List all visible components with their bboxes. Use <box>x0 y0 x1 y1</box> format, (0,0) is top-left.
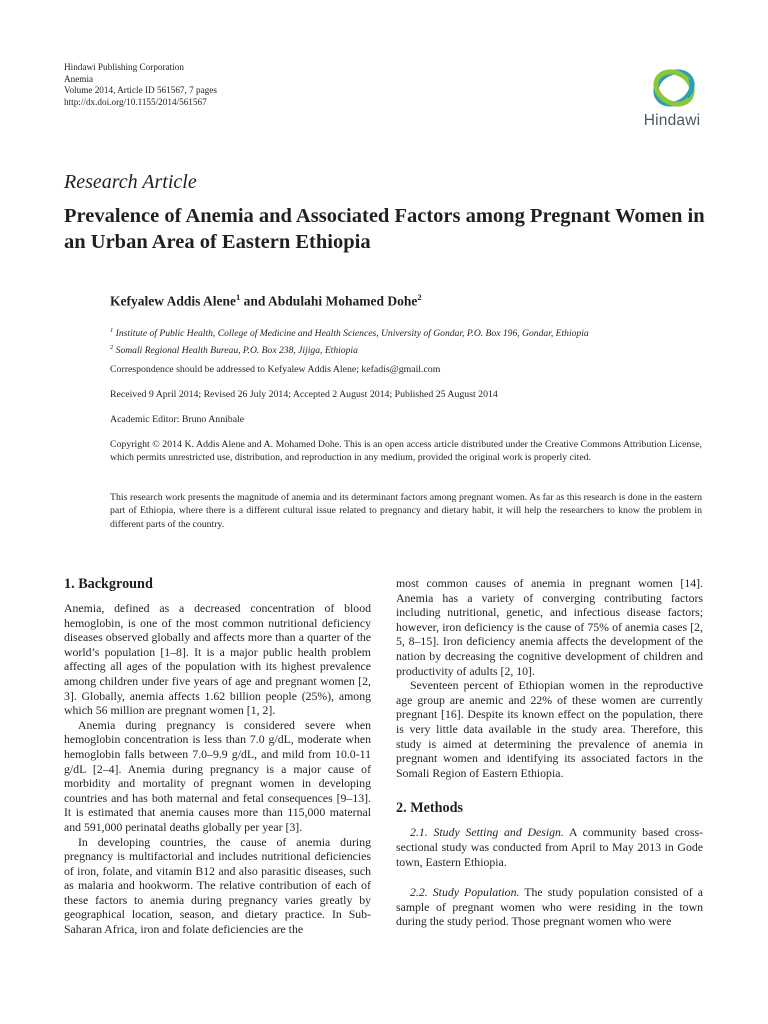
affiliation-marker: 1 <box>110 327 114 334</box>
right-column <box>396 576 703 929</box>
affiliation-marker: 2 <box>417 292 422 302</box>
paragraph: Seventeen percent of Ethiopian women in the reproductive age group are anemic and 22% of these women are currently pregnant [16]. Despite its known effect on the population, there is very little data available in the study area. Therefore, this study is aimed at determining the prevalence of anemia in pregnant women and identifying its associated factors in the Somali Region of Eastern Ethiopia. <box>396 678 703 780</box>
paragraph: Anemia, defined as a decreased concentration of blood hemoglobin, is one of the most common nutritional deficiency diseases observed globally and affects more than a quarter of the world’s population [1–8]. It is a major public health problem affecting all ages of the population with its highest prevalence among children under five years of age and pregnant women [2, 3]. Globally, anemia affects 1.62 billion people (25%), among which 56 million are pregnant women [1, 2]. <box>64 601 371 718</box>
article-title: Prevalence of Anemia and Associated Factors among Pregnant Women in an Urban Area of Eastern Ethiopia <box>64 205 705 253</box>
paragraph: Anemia during pregnancy is considered severe when hemoglobin concentration is less than 7.0 g/dL, moderate when hemoglobin falls between 7.0–9.9 g/dL, and mild from 10.0-11 g/dL [2–4]. Anemia during pregnancy is a major cause of morbidity and mortality of pregnant women in developing countries and has both maternal and fetal consequences [9–13]. It is estimated that anemia causes more than 115,000 maternal and 591,000 perinatal deaths globally per year [3]. <box>64 717 371 834</box>
affiliation-item <box>110 324 589 341</box>
volume-info: Volume 2014, Article ID 561567, 7 pages <box>64 85 217 96</box>
subsection-text: The study population consisted of a sample of pregnant women who were residing in the town during the study period. Those pregnant women who were <box>396 885 703 929</box>
academic-editor: Academic Editor: Bruno Annibale <box>110 414 245 425</box>
correspondence: Correspondence should be addressed to Kefyalew Addis Alene; kefadis@gmail.com <box>110 364 441 375</box>
author-conjunction: and <box>240 293 269 309</box>
affiliation-text: Institute of Public Health, College of Medicine and Health Sciences, University of Gondar, P.O. Box 196, Gondar, Ethiopia <box>113 328 589 340</box>
affiliations <box>110 324 589 357</box>
subsection-study-population <box>396 885 703 929</box>
article-type: Research Article <box>64 171 197 193</box>
journal-name: Anemia <box>64 73 94 84</box>
paragraph: In developing countries, the cause of anemia during pregnancy is multifactorial and includes nutritional deficiencies of iron, folate, and vitamin B12 and also parasitic diseases, such as malaria and hookworm. The relative contribution of each of these factors to anemia during pregnancy varies greatly by geographical location, season, and dietary practice. In Sub-Saharan Africa, iron and folate deficiencies are the <box>64 834 371 937</box>
subsection-study-setting <box>396 825 703 869</box>
affiliation-marker: 2 <box>110 343 114 351</box>
hindawi-logo-text: Hindawi <box>643 112 701 129</box>
subsection-title: 2.2. Study Population. <box>410 885 520 900</box>
abstract: This research work presents the magnitude of anemia and its determinant factors among pregnant women. As far as this research is done in the eastern part of Ethiopia, where there is a different cultural issue related to pregnancy and dietary habit, it will help the researchers to know the problem in different parts of the country. <box>110 492 702 530</box>
affiliation-item <box>110 341 589 358</box>
subsection-title: 2.1. Study Setting and Design. <box>410 825 564 840</box>
affiliation-marker: 1 <box>236 292 241 302</box>
author-name: Kefyalew Addis Alene <box>110 293 237 309</box>
journal-header <box>64 62 217 108</box>
copyright-notice: Copyright © 2014 K. Addis Alene and A. Mohamed Dohe. This is an open access article distributed under the Creative Commons Attribution License, which permits unrestricted use, distribution, and reproduction in any medium, provided the original work is properly cited. <box>110 439 702 464</box>
section-heading-methods: 2. Methods <box>396 800 463 817</box>
publication-dates: Received 9 April 2014; Revised 26 July 2014; Accepted 2 August 2014; Published 25 August 2014 <box>110 389 498 400</box>
paragraph: most common causes of anemia in pregnant women [14]. Anemia has a variety of converging contributing factors including nutritional, genetic, and infectious disease factors; however, iron deficiency is the cause of 75% of anemia cases [2, 5, 8–15]. Iron deficiency anemia affects the development of the nation by decreasing the cognitive development of children and productivity of adults [2, 10]. <box>396 576 703 678</box>
publisher-name: Hindawi Publishing Corporation <box>64 62 184 72</box>
subsection-text: A community based cross-sectional study was conducted from April to May 2013 in Gode town, Eastern Ethiopia. <box>396 825 703 869</box>
author-name: Abdulahi Mohamed Dohe <box>268 293 418 309</box>
left-column <box>64 576 371 937</box>
affiliation-text: Somali Regional Health Bureau, P.O. Box 238, Jijiga, Ethiopia <box>113 344 358 356</box>
author-list <box>110 292 422 310</box>
doi-link[interactable]: http://dx.doi.org/10.1155/2014/561567 <box>64 96 207 107</box>
section-heading-background: 1. Background <box>64 576 153 592</box>
